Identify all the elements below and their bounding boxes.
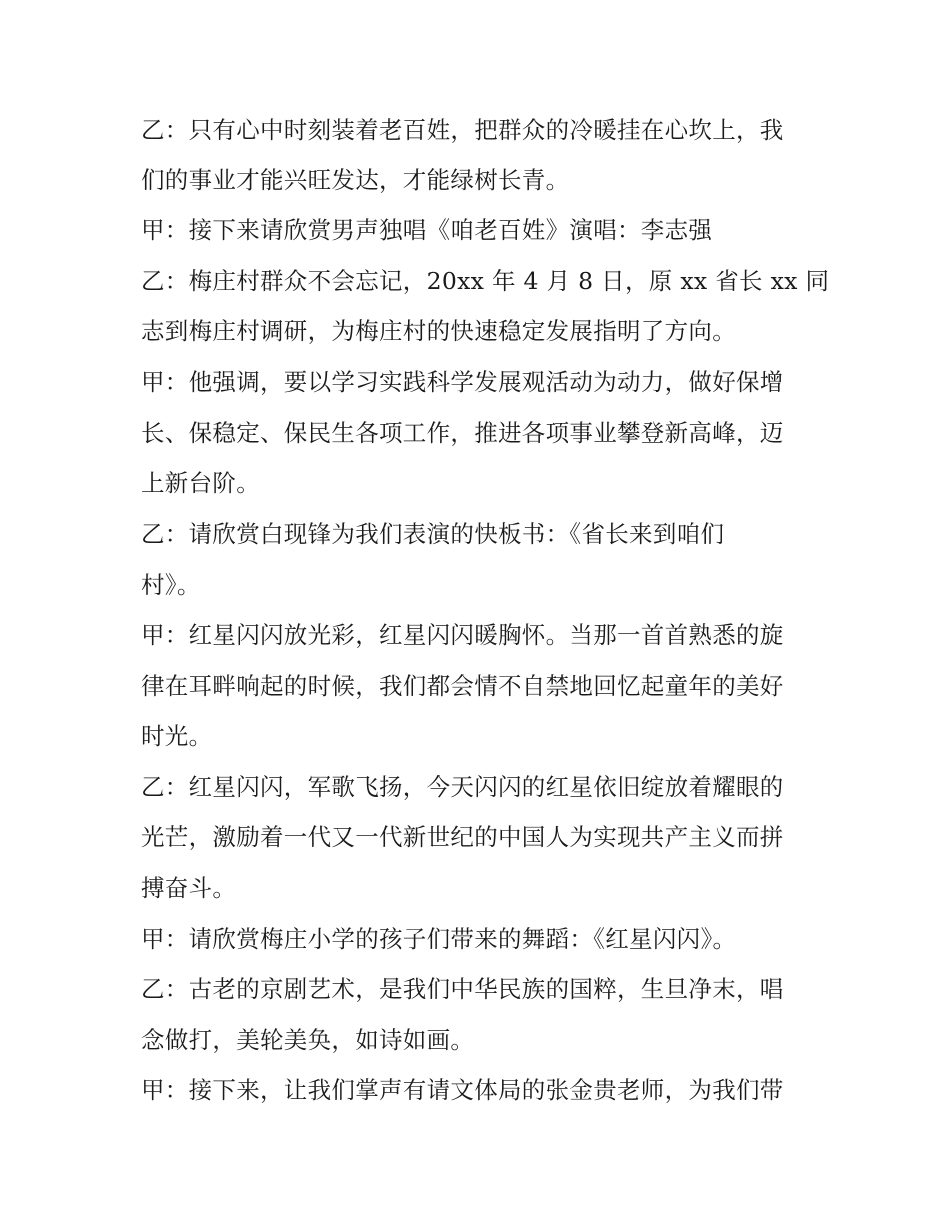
text-line: 念做打，美轮美奂，如诗如画。 (141, 1026, 475, 1054)
text-line: 甲：请欣赏梅庄小学的孩子们带来的舞蹈：《红星闪闪》。 (141, 925, 737, 953)
text-line: 志到梅庄村调研，为梅庄村的快速稳定发展指明了方向。 (141, 317, 736, 345)
text-line: 甲：他强调，要以学习实践科学发展观活动为动力，做好保增 (141, 368, 784, 396)
text-line: 乙：只有心中时刻装着老百姓，把群众的冷暖挂在心坎上，我 (141, 116, 784, 144)
text-line: 上新台阶。 (141, 469, 260, 497)
text-line: 搏奋斗。 (141, 874, 237, 902)
text-line: 乙：请欣赏白现锋为我们表演的快板书：《省长来到咱们 (141, 520, 725, 548)
text-line: 乙：红星闪闪，军歌飞扬，今天闪闪的红星依旧绽放着耀眼的 (141, 773, 784, 801)
text-line: 时光。 (141, 722, 213, 750)
text-line: 乙：古老的京剧艺术，是我们中华民族的国粹，生旦净末，唱 (141, 975, 784, 1003)
text-line: 村》。 (141, 571, 201, 599)
text-line: 甲：红星闪闪放光彩，红星闪闪暖胸怀。当那一首首熟悉的旋 (141, 621, 784, 649)
text-line: 甲：接下来请欣赏男声独唱《咱老百姓》演唱：李志强 (141, 216, 713, 244)
text-line: 律在耳畔响起的时候，我们都会情不自禁地回忆起童年的美好 (141, 672, 784, 700)
text-line: 们的事业才能兴旺发达，才能绿树长青。 (141, 166, 570, 194)
text-line: 光芒，激励着一代又一代新世纪的中国人为实现共产主义而拼 (141, 823, 784, 851)
text-line: 长、保稳定、保民生各项工作，推进各项事业攀登新高峰，迈 (141, 419, 784, 447)
text-line: 甲：接下来，让我们掌声有请文体局的张金贵老师，为我们带 (141, 1076, 784, 1104)
text-line: 乙：梅庄村群众不会忘记，20xx 年 4 月 8 日，原 xx 省长 xx 同 (141, 267, 830, 295)
